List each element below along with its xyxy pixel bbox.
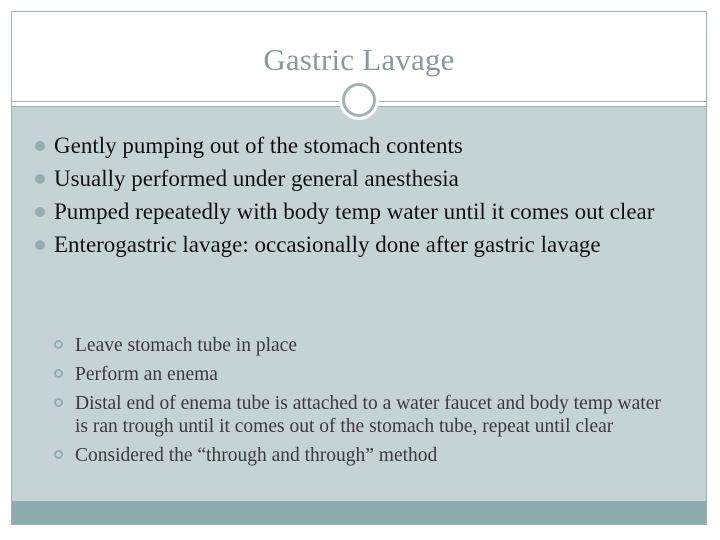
ring-bullet-icon (54, 369, 63, 378)
slide-frame (11, 11, 707, 525)
bullet-text: Gently pumping out of the stomach contents (54, 133, 463, 158)
sub-list-item (54, 392, 674, 438)
sub-bullet-text: Considered the “through and through” method (75, 445, 438, 466)
bullet-dot-icon (35, 174, 45, 184)
bullet-text: Pumped repeatedly with body temp water until it comes out clear (54, 199, 655, 224)
sub-list-item (54, 334, 674, 357)
slide-title: Gastric Lavage (263, 42, 455, 77)
list-item (35, 199, 695, 224)
ring-bullet-icon (54, 450, 63, 459)
bullet-list (35, 133, 695, 265)
list-item (35, 232, 695, 257)
bullet-dot-icon (35, 207, 45, 217)
sub-list-item (54, 444, 674, 467)
content-area (12, 107, 706, 502)
sub-bullet-text: Perform an enema (75, 364, 218, 385)
sub-bullet-list (54, 334, 674, 473)
ring-bullet-icon (54, 340, 63, 349)
list-item (35, 133, 695, 158)
sub-bullet-text: Distal end of enema tube is attached to a water faucet and body temp water is ran trough until it comes out of the stomach tube, repeat until clear (75, 393, 661, 437)
bullet-text: Enterogastric lavage: occasionally done after gastric lavage (54, 232, 601, 257)
divider-ring-inner (342, 83, 376, 117)
divider-ring-icon (339, 80, 379, 120)
ring-bullet-icon (54, 398, 63, 407)
footer-bar (12, 501, 706, 524)
sub-list-item (54, 363, 674, 386)
bullet-dot-icon (35, 141, 45, 151)
bullet-text: Usually performed under general anesthesia (54, 166, 459, 191)
bullet-dot-icon (35, 240, 45, 250)
list-item (35, 166, 695, 191)
sub-bullet-text: Leave stomach tube in place (75, 335, 297, 356)
